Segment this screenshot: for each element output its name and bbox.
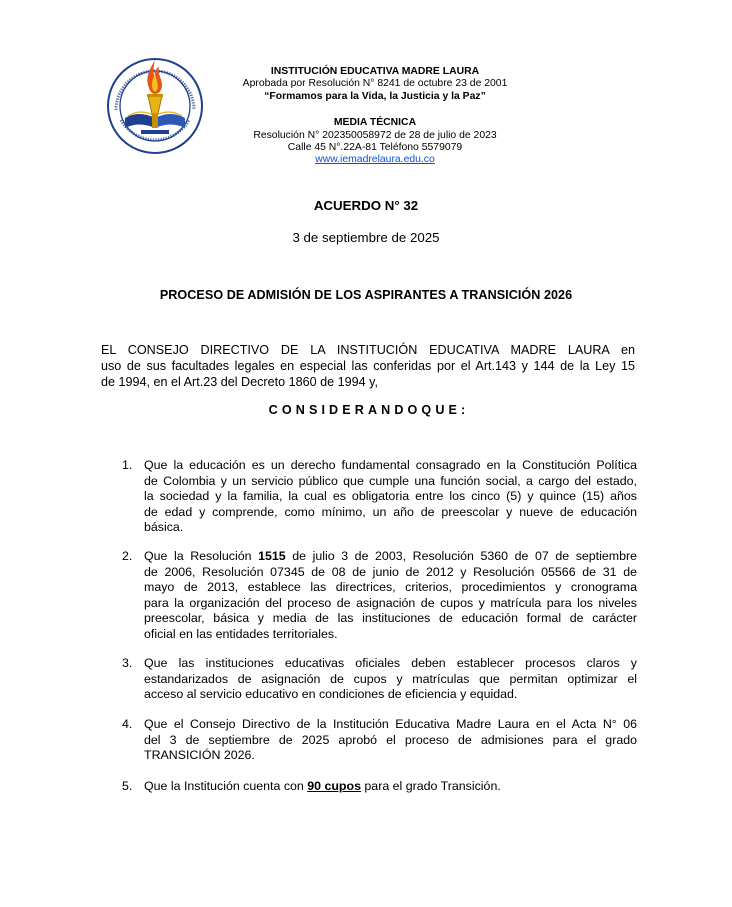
item-number: 3. xyxy=(122,656,133,670)
item-line: para la organización del proceso de asignación de cupos y matrícula para los niveles xyxy=(144,595,637,610)
item-line: Que la educación es un derecho fundamental consagrado en la Constitución Política xyxy=(144,458,637,472)
item-text xyxy=(144,549,637,642)
item-number: 4. xyxy=(122,717,133,731)
item-line: mayo de 2013, establece las directrices, criterios, procedimientos y cronograma xyxy=(144,580,637,594)
item-line: preescolar, básica y media de las instituciones de educación formal de carácter xyxy=(144,611,637,625)
item-line: Que la Institución cuenta con 90 cupos para el grado Transición. xyxy=(144,779,501,793)
item-text xyxy=(144,458,637,536)
agreement-date: 3 de septiembre de 2025 xyxy=(292,230,440,245)
document-title: PROCESO DE ADMISIÓN DE LOS ASPIRANTES A TRANSICIÓN 2026 xyxy=(159,288,573,302)
item-line: Que el Consejo Directivo de la Institución Educativa Madre Laura en el Acta N° 06 xyxy=(144,717,637,731)
item-line: estandarizados de asignación de cupos y matrículas que permitan optimizar el xyxy=(144,671,637,686)
item-line: la sociedad y la familia, la cual es obligatoria entre los cinco (5) y quince (15) años xyxy=(144,489,637,503)
approval-resolution: Aprobada por Resolución N° 8241 de octubre 23 de 2001 xyxy=(242,78,508,90)
item-line: de edad y comprende, como mínimo, un año de preescolar y nueve de educación xyxy=(144,504,637,519)
item-line: de 2006, Resolución 07345 de 08 de junio de 2012 y Resolución 05566 de 31 de xyxy=(144,564,637,579)
item-line: TRANSICIÓN 2026. xyxy=(144,748,255,762)
item-number: 2. xyxy=(122,549,133,563)
intro-line: EL CONSEJO DIRECTIVO DE LA INSTITUCIÓN EDUCATIVA MADRE LAURA en xyxy=(101,343,635,357)
institution-name: INSTITUCIÓN EDUCATIVA MADRE LAURA xyxy=(270,66,480,77)
website-link[interactable]: www.iemadrelaura.edu.co xyxy=(315,154,435,166)
resolution-1515: 1515 xyxy=(258,549,286,563)
intro-line: de 1994, en el Art.23 del Decreto 1860 de 1994 y, xyxy=(101,375,379,390)
resolution-number: Resolución N° 202350058972 de 28 de julio de 2023 xyxy=(253,129,497,141)
school-seal-logo xyxy=(101,50,209,160)
cupos-count: 90 cupos xyxy=(307,779,361,793)
considerando-heading: CONSIDERANDOQUE: xyxy=(268,403,470,417)
item-line: oficial en las entidades territoriales. xyxy=(144,626,338,641)
item-line: Que las instituciones educativas oficiales deben establecer procesos claros y xyxy=(144,656,637,670)
motto: “Formamos para la Vida, la Justicia y la Paz” xyxy=(264,90,486,102)
intro-paragraph xyxy=(101,342,635,391)
item-line: de Colombia y un servicio público que cumple una función social, a cargo del estado, xyxy=(144,473,637,488)
item-line: acceso al servicio educativo en condiciones de eficiencia y equidad. xyxy=(144,687,518,701)
item-text xyxy=(144,779,637,795)
item-text xyxy=(144,717,637,764)
item-text xyxy=(144,656,637,703)
item-number: 1. xyxy=(122,458,133,472)
letterhead-text xyxy=(214,66,536,167)
item-line: del 3 de septiembre de 2025 aprobó el proceso de admisiones para el grado xyxy=(144,732,637,747)
intro-line: uso de sus facultades legales en especial las conferidas por el Art.143 y 144 de la Ley 15 xyxy=(101,359,635,374)
address-phone: Calle 45 N°.22A-81 Teléfono 5579079 xyxy=(287,142,463,154)
item-number: 5. xyxy=(122,779,133,793)
level: MEDIA TÉCNICA xyxy=(333,117,417,129)
item-line: básica. xyxy=(144,520,184,534)
item-line: Que la Resolución 1515 de julio 3 de 2003, Resolución 5360 de 07 de septiembre xyxy=(144,549,637,563)
agreement-number: ACUERDO N° 32 xyxy=(313,198,419,213)
letterhead xyxy=(0,0,732,180)
